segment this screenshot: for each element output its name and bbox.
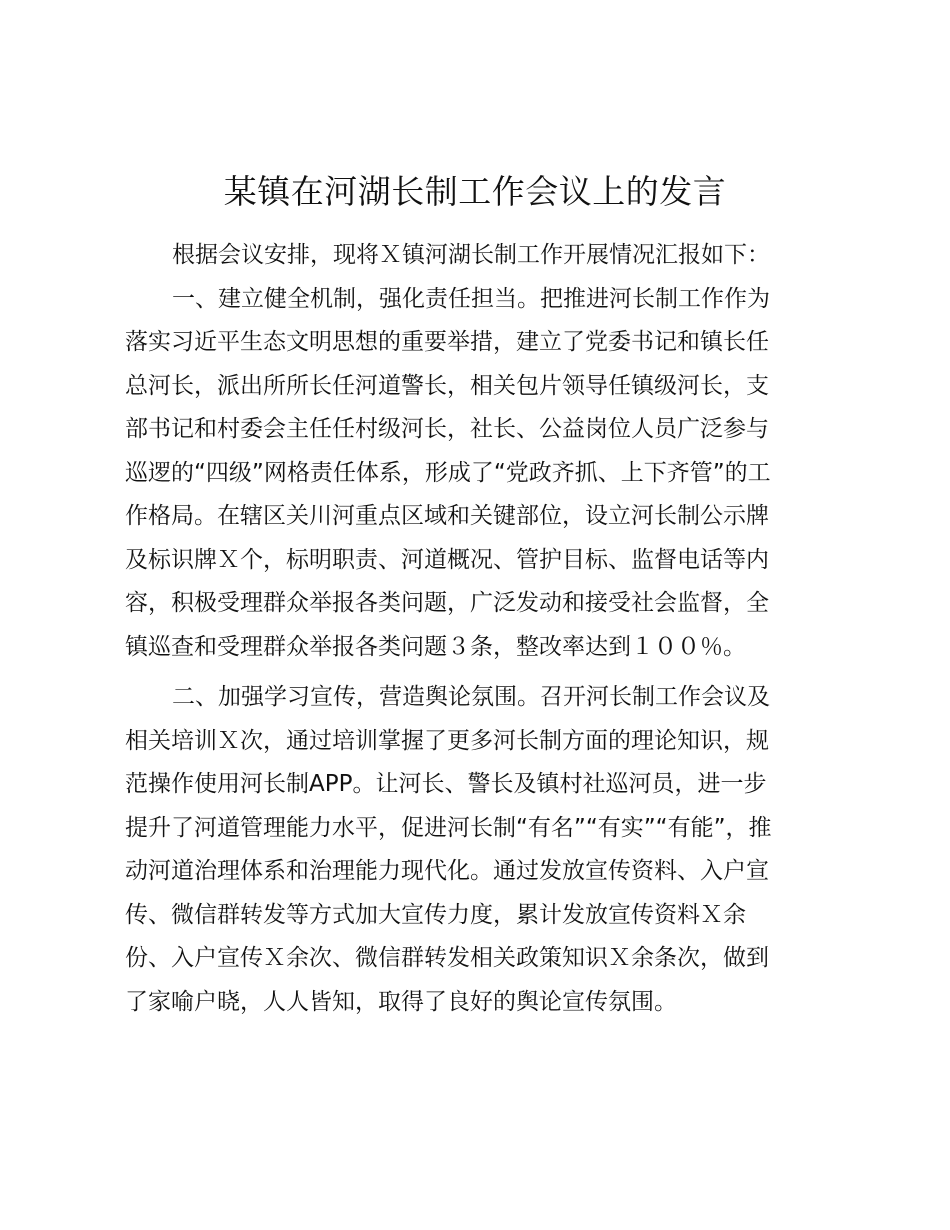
text-line: 及标识牌Ｘ个，标明职责、河道概况、管护目标、监督电话等内 xyxy=(125,546,769,573)
text-line: 根据会议安排，现将Ｘ镇河湖长制工作开展情况汇报如下： xyxy=(172,242,770,268)
text-line: 了家喻户晓，人人皆知，取得了良好的舆论宣传氛围。 xyxy=(125,988,677,1015)
text-line: 总河长，派出所所长任河道警长，相关包片领导任镇级河长，支 xyxy=(125,372,769,399)
text-line: 份、入户宣传Ｘ余次、微信群转发相关政策知识Ｘ余条次，做到 xyxy=(125,945,769,971)
text-line: 范操作使用河长制APP。让河长、警长及镇村社巡河员，进一步 xyxy=(125,771,767,797)
text-line: 相关培训Ｘ次，通过培训掌握了更多河长制方面的理论知识，规 xyxy=(125,727,769,754)
text-line: 提升了河道管理能力水平，促进河长制“有名”“有实”“有能”，推 xyxy=(125,814,772,841)
text-line: 作格局。在辖区关川河重点区域和关键部位，设立河长制公示牌 xyxy=(125,503,769,529)
text-line: 镇巡查和受理群众举报各类问题３条，整改率达到１００％。 xyxy=(125,633,746,660)
text-line: 一、建立健全机制，强化责任担当。把推进河长制工作作为 xyxy=(172,285,770,312)
paragraph-gap xyxy=(125,669,831,676)
text-line: 落实习近平生态文明思想的重要举措，建立了党委书记和镇长任 xyxy=(125,329,769,355)
document-title: 某镇在河湖长制工作会议上的发言 xyxy=(223,172,727,211)
text-line: 动河道治理体系和治理能力现代化。通过发放宣传资料、入户宣 xyxy=(125,858,769,884)
text-line: 部书记和村委会主任任村级河长，社长、公益岗位人员广泛参与 xyxy=(125,416,769,442)
document-body xyxy=(125,234,831,1024)
text-line: 传、微信群转发等方式加大宣传力度，累计发放宣传资料Ｘ余 xyxy=(125,901,746,928)
text-line: 容，积极受理群众举报各类问题，广泛发动和接受社会监督，全 xyxy=(125,590,769,616)
text-line: 巡逻的“四级”网格责任体系，形成了“党政齐抓、上下齐管”的工 xyxy=(125,459,771,486)
text-line: 二、加强学习宣传，营造舆论氛围。召开河长制工作会议及 xyxy=(172,684,770,710)
